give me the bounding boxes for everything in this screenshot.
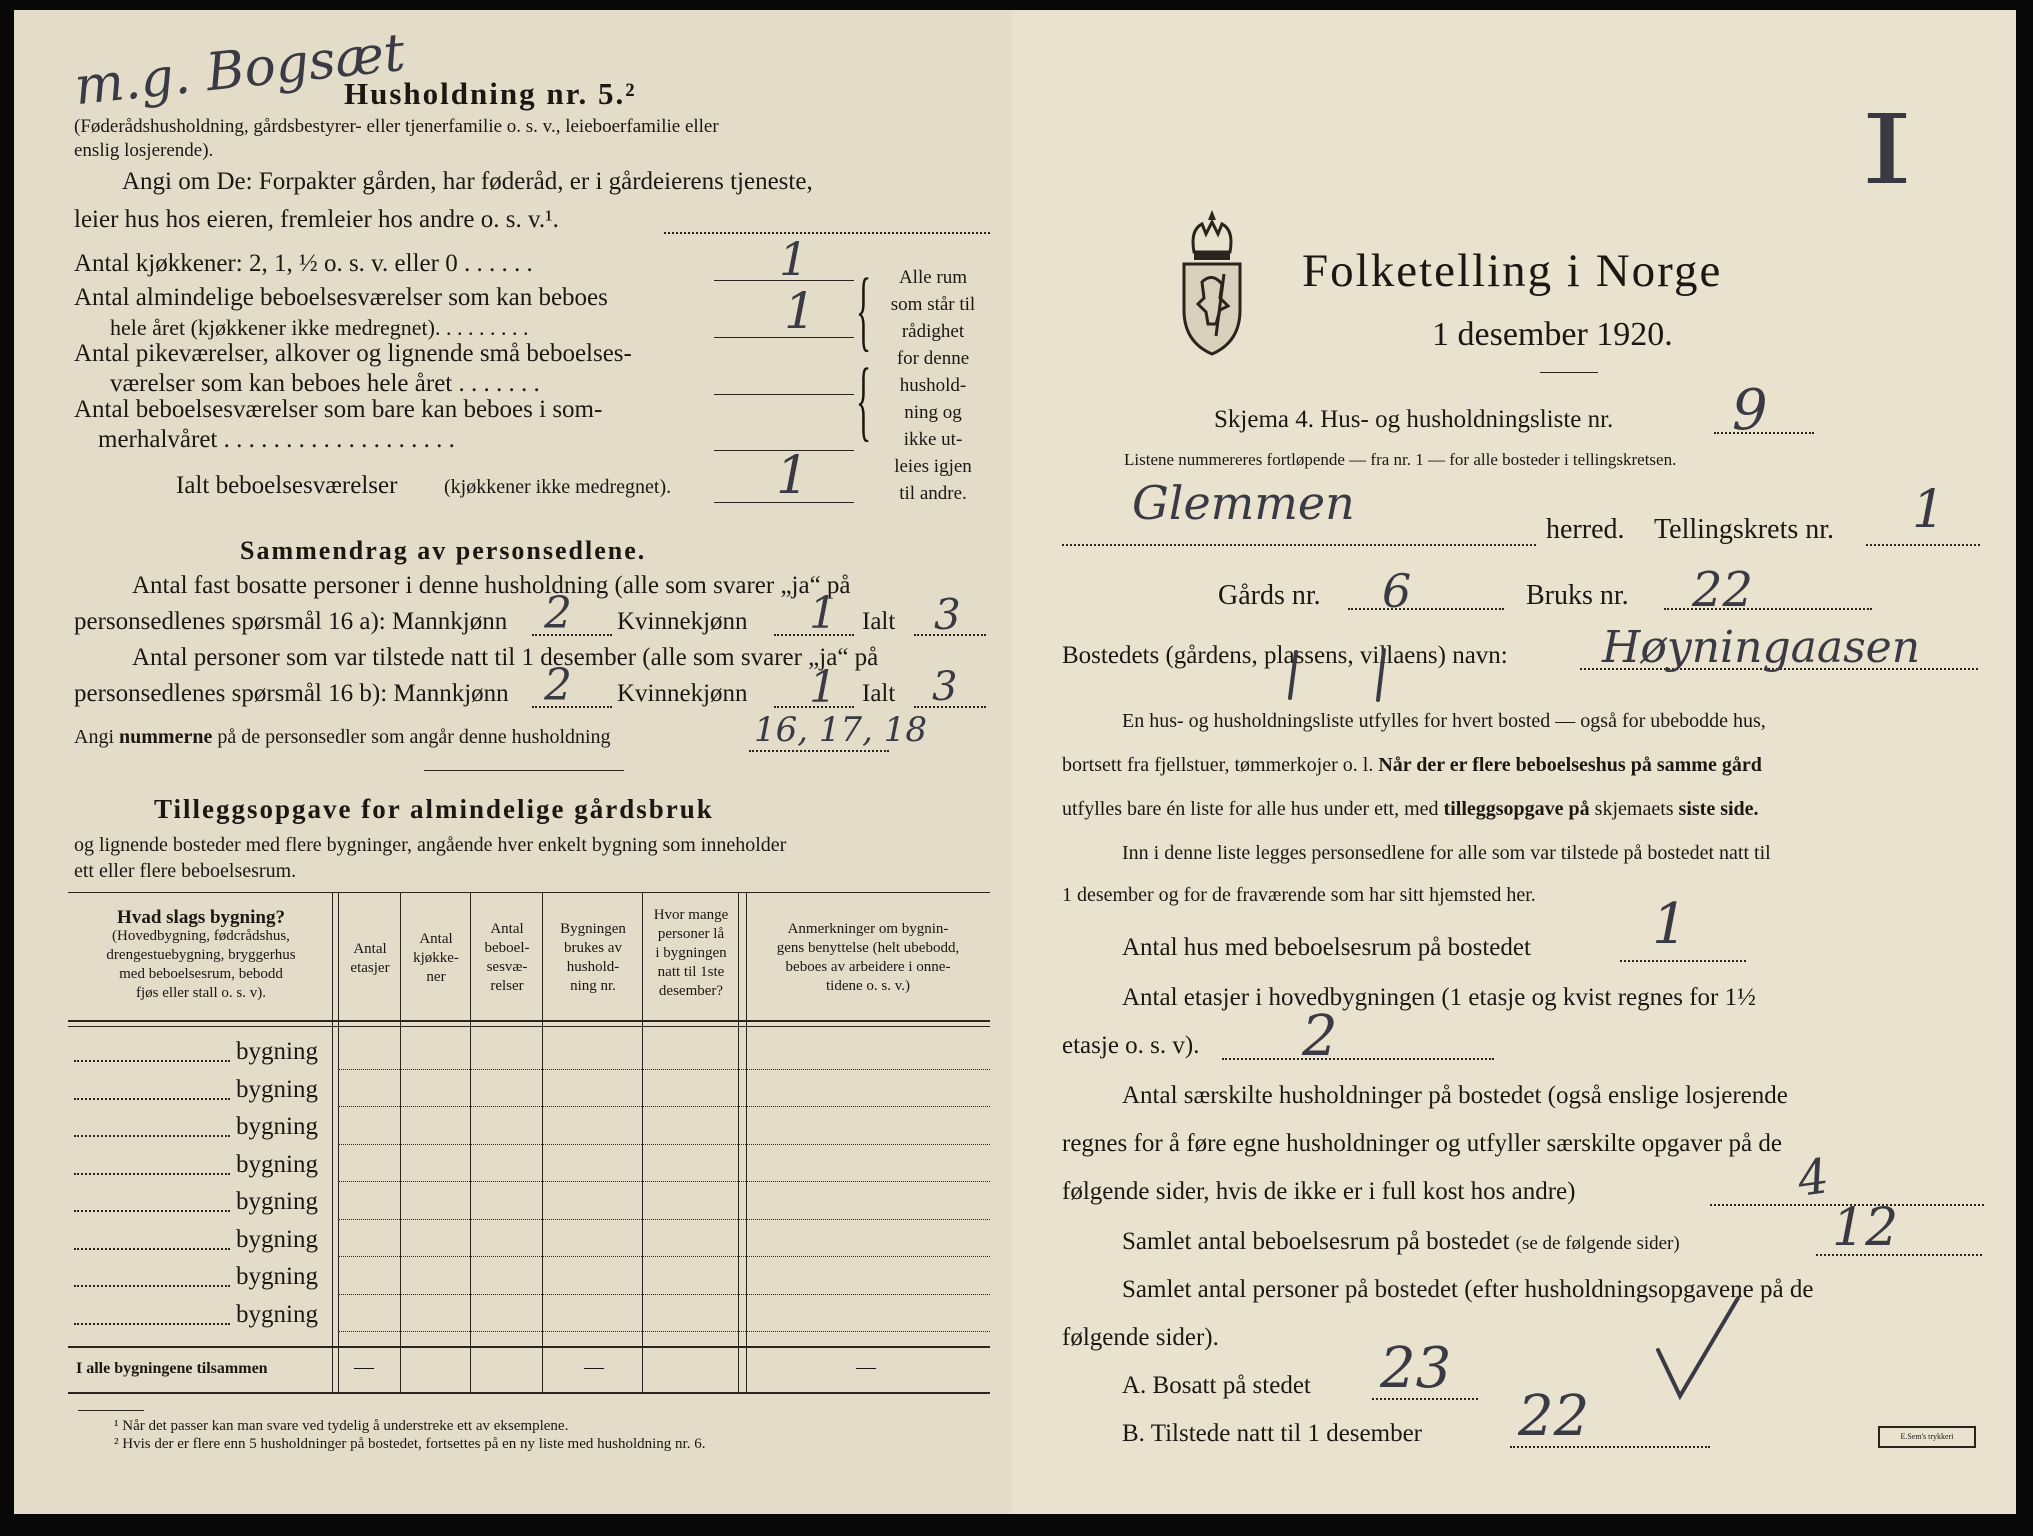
table-row-fill-line bbox=[74, 1135, 230, 1137]
room-small-label-1: Antal pikeværelser, alkover og lignende små beboelses- bbox=[74, 340, 632, 367]
antal-hus-label: Antal hus med beboelsesrum på bostedet bbox=[1122, 934, 1531, 961]
tilstede-line-1: Antal personer som var tilstede natt til 1 desember (alle som svarer „ja“ på bbox=[132, 644, 879, 671]
right-page bbox=[1012, 10, 2016, 1514]
tellingskrets-value: 1 bbox=[1912, 480, 1946, 540]
brace-note-line: hushold- bbox=[899, 375, 967, 396]
room-ordinary-label-1: Antal almindelige beboelsesværelser som kan beboes bbox=[74, 284, 608, 311]
table-row-label: bygning bbox=[236, 1188, 318, 1215]
coat-of-arms-icon bbox=[1176, 206, 1248, 358]
table-header-line: natt til 1ste bbox=[657, 964, 725, 980]
info-line-3b: tilleggsopgave på bbox=[1443, 798, 1590, 820]
hush-value: 4 bbox=[1794, 1148, 1833, 1208]
table-header-line: Anmerkninger om bygnin- bbox=[787, 921, 949, 937]
checkmark-icon bbox=[1652, 1292, 1742, 1402]
table-header-husholdning bbox=[544, 920, 642, 996]
table-header-line: i bygningen bbox=[655, 945, 727, 961]
angi-line-1: Angi om De: Forpakter gården, har føderåd, er i gårdeierens tjeneste, bbox=[122, 168, 813, 195]
fast-kvinne-label: Kvinnekjønn bbox=[617, 608, 748, 635]
footnote-rule bbox=[78, 1410, 144, 1411]
table-header-line: Hvad slags bygning? bbox=[117, 907, 285, 928]
room-summer-label-1: Antal beboelsesværelser som bare kan beboes i som- bbox=[74, 396, 603, 423]
table-header-anmerkninger bbox=[748, 920, 988, 996]
fast-mann-value: 2 bbox=[544, 588, 572, 639]
table-header-line: Hvor mange bbox=[653, 907, 729, 923]
samlet-rum-value: 12 bbox=[1832, 1198, 1899, 1258]
brace-note bbox=[878, 264, 988, 507]
nummerne-label-b: nummerne bbox=[119, 726, 213, 748]
gards-line bbox=[1348, 608, 1504, 610]
table-header-line: ning nr. bbox=[570, 978, 616, 994]
table-row bbox=[14, 1070, 994, 1108]
table-row-label: bygning bbox=[236, 1300, 318, 1328]
tilstede-mann-value: 2 bbox=[544, 660, 572, 711]
room-ordinary-label-2: hele året (kjøkkener ikke medregnet). . . . . . . . . bbox=[110, 315, 529, 340]
inn-line-2: 1 desember og for de fraværende som har sitt hjemsted her. bbox=[1062, 884, 1536, 906]
bosted-label: Bostedets (gårdens, plassens, villaens) navn: bbox=[1062, 642, 1508, 669]
table-header-line: Antal bbox=[419, 931, 453, 947]
tilstede-ialt-line bbox=[914, 706, 986, 708]
table-header-line: desember? bbox=[658, 983, 724, 999]
room-ordinary-value: 1 bbox=[784, 282, 816, 340]
table-header-line: drengestuebygning, bryggerhus bbox=[106, 947, 296, 963]
info-line-3c: skjemaets bbox=[1594, 798, 1674, 820]
fast-mann-line bbox=[532, 634, 612, 636]
tellingskrets-label: Tellingskrets nr. bbox=[1654, 514, 1835, 545]
bruks-value: 22 bbox=[1692, 562, 1754, 618]
fast-line-2: personsedlenes spørsmål 16 a): Mannkjønn bbox=[74, 608, 508, 635]
table-row-label: bygning bbox=[236, 1263, 318, 1290]
intro-line-1: (Føderådshusholdning, gårdsbestyrer- eller tjenerfamilie o. s. v., leieboerfamilie eller bbox=[74, 116, 719, 137]
etasjer-value: 2 bbox=[1302, 1004, 1338, 1069]
form-date: 1 desember 1920. bbox=[1432, 316, 1673, 353]
footnote-2: ² Hvis der er flere enn 5 husholdninger på bostedet, fortsettes på en ny liste med husholdning nr. 6. bbox=[114, 1436, 706, 1452]
table-row bbox=[14, 1257, 994, 1295]
room-kitchens-label: Antal kjøkkener: 2, 1, ½ o. s. v. eller 0 . . . . . . bbox=[74, 250, 533, 277]
table-header-line: beboel- bbox=[484, 940, 530, 956]
table-header-line: etasjer bbox=[350, 960, 390, 976]
table-row-fill-line bbox=[74, 1323, 230, 1325]
room-kitchens-value: 1 bbox=[779, 232, 809, 286]
table-row-fill-line bbox=[74, 1098, 230, 1100]
printer-stamp: E.Sem's trykkeri bbox=[1878, 1426, 1976, 1448]
nummerne-label-a: Angi bbox=[74, 726, 114, 748]
gards-value: 6 bbox=[1382, 564, 1412, 618]
angi-answer-line bbox=[664, 232, 990, 234]
section-divider bbox=[424, 770, 624, 771]
table-header-line: fjøs eller stall o. s. v). bbox=[136, 985, 266, 1001]
tilstede-kvinne-label: Kvinnekjønn bbox=[617, 680, 748, 707]
brace-note-line: for denne bbox=[896, 348, 970, 369]
table-header-vaerelser bbox=[472, 920, 542, 996]
nummerne-value: 16, 17, 18 bbox=[754, 710, 928, 750]
table-header-line: beboes av arbeidere i onne- bbox=[785, 959, 951, 975]
fast-ialt-value: 3 bbox=[934, 590, 961, 639]
table-row bbox=[14, 1145, 994, 1183]
room-small-label-2: værelser som kan beboes hele året . . . . . . . bbox=[110, 370, 540, 397]
table-header-kjokkener bbox=[402, 930, 470, 987]
samlet-pers-line-1: Samlet antal personer på bostedet (efter husholdningsopgavene på de bbox=[1122, 1276, 1814, 1303]
tilstede-kvinne-line bbox=[774, 706, 854, 708]
fast-kvinne-value: 1 bbox=[809, 588, 837, 639]
info-line-3a: utfylles bare én liste for alle hus under ett, med bbox=[1062, 798, 1439, 820]
tellingskrets-line bbox=[1866, 544, 1980, 546]
bruks-label: Bruks nr. bbox=[1526, 580, 1629, 611]
table-header-line: Antal bbox=[490, 921, 524, 937]
brace-symbol-lower: { bbox=[856, 351, 872, 450]
brace-note-line: leies igjen bbox=[894, 456, 972, 477]
summary-heading: Sammendrag av personsedlene. bbox=[240, 536, 647, 565]
table-header-etasjer bbox=[340, 940, 400, 978]
table-header-type bbox=[72, 908, 330, 1003]
info-line-2 bbox=[1062, 754, 1762, 777]
brace-note-line: Alle rum bbox=[898, 267, 968, 288]
intro-line-2: enslig losjerende). bbox=[74, 140, 214, 161]
hush-line-2: regnes for å føre egne husholdninger og utfyller særskilte opgaver på de bbox=[1062, 1130, 1782, 1157]
table-header-personer bbox=[644, 906, 738, 1001]
antal-hus-line bbox=[1620, 960, 1746, 962]
etasjer-line bbox=[1222, 1058, 1494, 1060]
table-total-dash: — bbox=[856, 1356, 876, 1378]
nummerne-line bbox=[749, 750, 889, 752]
table-total-label: I alle bygningene tilsammen bbox=[76, 1360, 268, 1377]
ialt-rooms-value: 1 bbox=[776, 446, 810, 506]
samlet-rum-label bbox=[1122, 1228, 1680, 1256]
table-total-dash: — bbox=[584, 1356, 604, 1378]
tilstede-label: B. Tilstede natt til 1 desember bbox=[1122, 1420, 1422, 1447]
nummerne-label bbox=[74, 726, 611, 749]
table-header-line: sesvæ- bbox=[486, 959, 528, 975]
samlet-rum-label-a: Samlet antal beboelsesrum på bostedet bbox=[1122, 1228, 1510, 1255]
hush-line-3: følgende sider, hvis de ikke er i full kost hos andre) bbox=[1062, 1178, 1576, 1205]
table-header-line: med beboelsesrum, bebodd bbox=[119, 966, 283, 982]
brace-note-line: som står til bbox=[890, 294, 976, 315]
table-row-fill-line bbox=[74, 1173, 230, 1175]
table-header-line: personer lå bbox=[657, 926, 725, 942]
skjema-label: Skjema 4. Hus- og husholdningsliste nr. bbox=[1214, 406, 1614, 433]
household-heading: Husholdning nr. 5.² bbox=[344, 76, 637, 111]
table-row-label: bygning bbox=[236, 1150, 318, 1178]
table-header-line: (Hovedbygning, fødcrådshus, bbox=[112, 928, 290, 944]
listene-note: Listene nummereres fortløpende — fra nr. 1 — for alle bosteder i tellingskretsen. bbox=[1124, 450, 1677, 469]
table-row-label: bygning bbox=[236, 1075, 318, 1103]
tilstede-mann-line bbox=[532, 706, 612, 708]
brace-symbol: { bbox=[856, 261, 872, 360]
table-total-dash: — bbox=[354, 1356, 374, 1378]
ialt-rooms-label: Ialt beboelsesværelser bbox=[176, 472, 398, 499]
handwritten-marks bbox=[1284, 646, 1404, 706]
footnote-1: ¹ Når det passer kan man svare ved tydelig å understreke ett av eksemplene. bbox=[114, 1418, 569, 1434]
fast-ialt-label: Ialt bbox=[862, 608, 896, 635]
angi-line-2: leier hus hos eieren, fremleier hos andre o. s. v.¹. bbox=[74, 206, 559, 233]
tillegg-heading: Tilleggsopgave for almindelige gårdsbruk bbox=[154, 794, 714, 824]
tilstede-ialt-label: Ialt bbox=[862, 680, 896, 707]
table-row-fill-line bbox=[74, 1285, 230, 1287]
table-header-line: Bygningen bbox=[560, 921, 626, 937]
herred-value: Glemmen bbox=[1132, 476, 1355, 530]
table-row bbox=[14, 1032, 994, 1070]
table-header-line: relser bbox=[490, 978, 524, 994]
antal-hus-value: 1 bbox=[1652, 892, 1688, 957]
tillegg-line-2: ett eller flere beboelsesrum. bbox=[74, 860, 297, 882]
hush-line-1: Antal særskilte husholdninger på bostedet (også enslige losjerende bbox=[1122, 1082, 1788, 1109]
info-line-3d: siste side. bbox=[1678, 798, 1759, 820]
table-row bbox=[14, 1295, 994, 1333]
table-row-label: bygning bbox=[236, 1113, 318, 1140]
fast-kvinne-line bbox=[774, 634, 854, 636]
table-row-rule bbox=[338, 1331, 990, 1332]
bosatt-value: 23 bbox=[1380, 1336, 1452, 1401]
info-line-1: En hus- og husholdningsliste utfylles for hvert bosted — også for ubebodde hus, bbox=[1122, 710, 1766, 732]
table-header-line: ner bbox=[426, 969, 446, 985]
etasjer-line-2: etasje o. s. v). bbox=[1062, 1032, 1200, 1059]
table-header-line: gens benyttelse (helt ubebodd, bbox=[776, 940, 960, 956]
table-header-line: kjøkke- bbox=[413, 950, 459, 966]
room-small-answer-line bbox=[714, 394, 854, 395]
table-header-line: Antal bbox=[353, 941, 387, 957]
tilstede-kvinne-value: 1 bbox=[809, 662, 837, 713]
samlet-pers-line-2: følgende sider). bbox=[1062, 1324, 1219, 1351]
herred-label: herred. bbox=[1546, 514, 1625, 545]
etasjer-line-1: Antal etasjer i hovedbygningen (1 etasje og kvist regnes for 1½ bbox=[1122, 984, 1756, 1011]
table-bottom-border bbox=[68, 1392, 990, 1394]
table-total-border bbox=[68, 1346, 990, 1348]
table-row-fill-line bbox=[74, 1210, 230, 1212]
tilstede-ialt-value: 3 bbox=[932, 664, 958, 710]
herred-line bbox=[1062, 544, 1536, 546]
gards-label: Gårds nr. bbox=[1218, 580, 1321, 611]
bosted-value: Høyningaasen bbox=[1602, 622, 1921, 673]
table-header-border bbox=[68, 1020, 990, 1022]
title-divider bbox=[1540, 372, 1598, 373]
table-header-line: tidene o. s. v.) bbox=[825, 978, 910, 994]
brace-note-line: ikke ut- bbox=[903, 429, 963, 450]
table-header-border-2 bbox=[68, 1026, 990, 1027]
info-line-2b: Når der er flere beboelseshus på samme gård bbox=[1378, 754, 1762, 776]
table-row-fill-line bbox=[74, 1060, 230, 1062]
brace-note-line: rådighet bbox=[901, 321, 965, 342]
samlet-rum-note: (se de følgende sider) bbox=[1515, 1233, 1680, 1254]
table-row-label: bygning bbox=[236, 1038, 318, 1065]
table-row bbox=[14, 1107, 994, 1145]
tilstede-line-2: personsedlenes spørsmål 16 b): Mannkjønn bbox=[74, 680, 509, 707]
fast-ialt-line bbox=[914, 634, 986, 636]
info-line-3 bbox=[1062, 798, 1759, 821]
nummerne-label-c: på de personsedler som angår denne husholdning bbox=[217, 726, 611, 748]
corner-mark: I bbox=[1860, 94, 1914, 206]
room-summer-label-2: merhalvåret . . . . . . . . . . . . . . . . . . . bbox=[98, 426, 455, 453]
inn-line-1: Inn i denne liste legges personsedlene for alle som var tilstede på bostedet natt til bbox=[1122, 842, 1771, 864]
table-top-border bbox=[68, 892, 990, 893]
info-line-2a: bortsett fra fjellstuer, tømmerkojer o. l. bbox=[1062, 754, 1374, 776]
left-page bbox=[14, 10, 1012, 1514]
brace-note-line: ning og bbox=[904, 402, 962, 423]
fast-line-1: Antal fast bosatte personer i denne husholdning (alle som svarer „ja“ på bbox=[132, 572, 851, 599]
skjema-value: 9 bbox=[1732, 378, 1768, 443]
tillegg-line-1: og lignende bosteder med flere bygninger, angående hver enkelt bygning som inneholder bbox=[74, 834, 787, 856]
table-row-fill-line bbox=[74, 1248, 230, 1250]
brace-note-line: til andre. bbox=[899, 483, 967, 504]
handwritten-annotation: m.g. Bogsæt bbox=[71, 22, 408, 118]
form-title: Folketelling i Norge bbox=[1302, 245, 1723, 297]
bosatt-label: A. Bosatt på stedet bbox=[1122, 1372, 1311, 1399]
tilstede-value: 22 bbox=[1518, 1384, 1590, 1449]
table-row bbox=[14, 1220, 994, 1258]
table-row bbox=[14, 1182, 994, 1220]
ialt-rooms-note: (kjøkkener ikke medregnet). bbox=[444, 476, 672, 498]
table-row-label: bygning bbox=[236, 1225, 318, 1253]
table-header-line: hushold- bbox=[566, 959, 620, 975]
table-header-line: brukes av bbox=[564, 940, 622, 956]
